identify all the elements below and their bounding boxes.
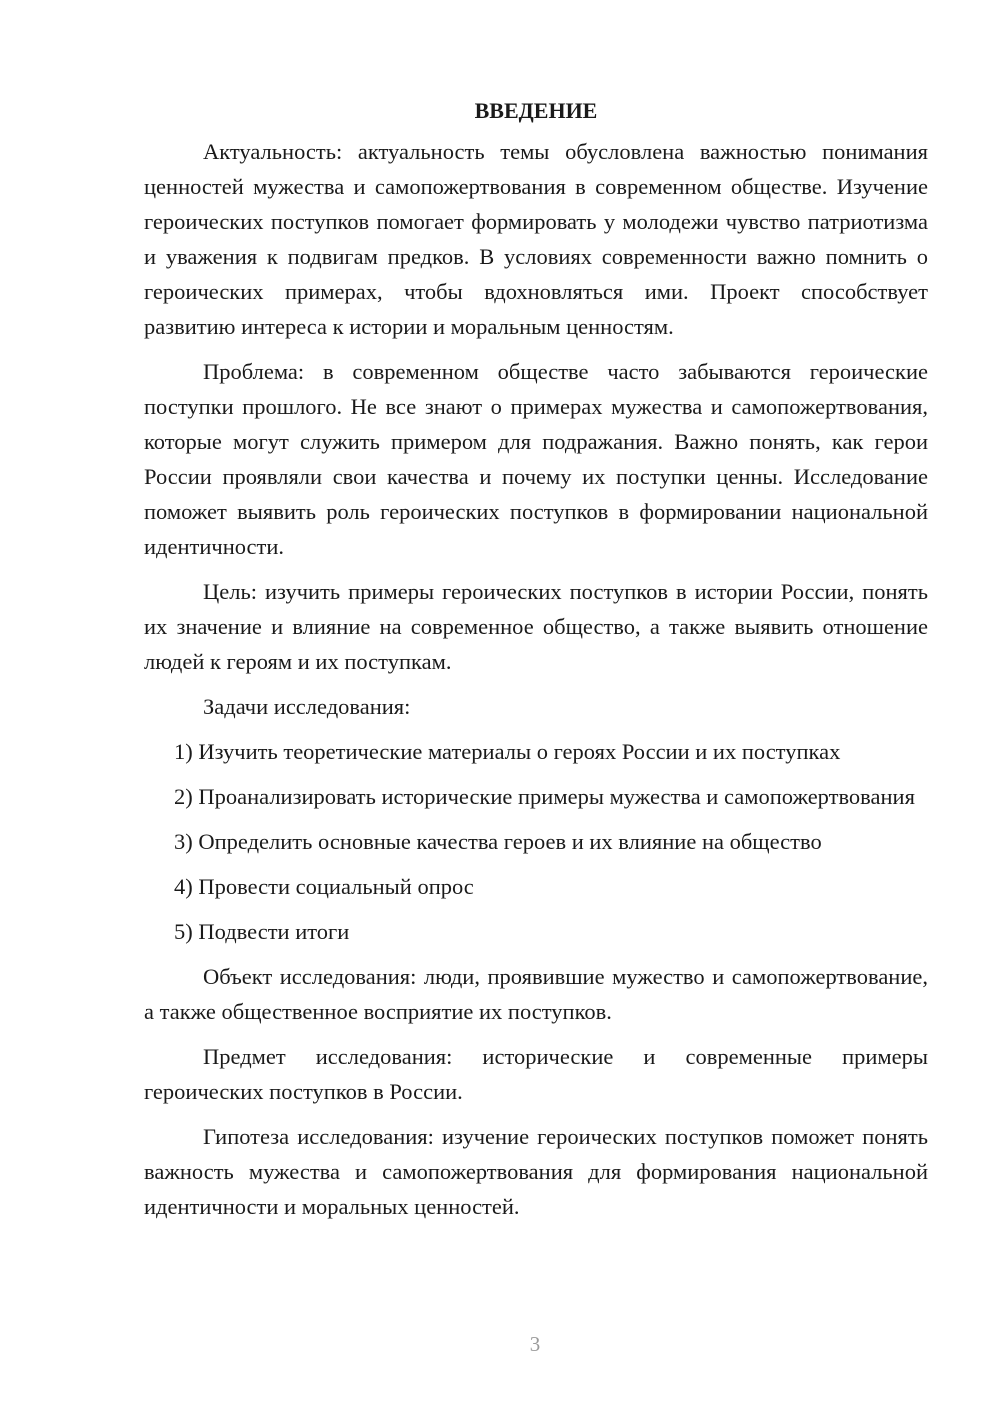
goal-paragraph: Цель: изучить примеры героических поступков в истории России, понять их значение и влияние на современное общество, а также выявить отношение людей к героям и их поступкам. xyxy=(144,579,928,674)
subject-paragraph: Предмет исследования: исторические и современные примеры героических поступков в России. xyxy=(144,1044,928,1104)
task-item-2: 2) Проанализировать исторические примеры мужества и самопожертвования xyxy=(174,784,915,809)
hypothesis-paragraph: Гипотеза исследования: изучение героических поступков поможет понять важность мужества и самопожертвования для формирования национальной идентичности и моральных ценностей. xyxy=(144,1124,928,1219)
page-number: 3 xyxy=(529,1332,541,1356)
object-paragraph: Объект исследования: люди, проявившие мужество и самопожертвование, а также общественное восприятие их поступков. xyxy=(144,964,928,1024)
relevance-paragraph: Актуальность: актуальность темы обусловлена важностью понимания ценностей мужества и самопожертвования в современном обществе. Изучение героических поступков помогает формировать у молодежи чувство патриотизма и уважения к подвигам предков. В условиях современности важно помнить о героических примерах, чтобы вдохновляться ими. Проект способствует развитию интереса к истории и моральным ценностям. xyxy=(144,139,928,339)
task-item-4: 4) Провести социальный опрос xyxy=(174,874,474,899)
task-item-5: 5) Подвести итоги xyxy=(174,919,350,944)
section-title: ВВЕДЕНИЕ xyxy=(474,98,598,123)
problem-paragraph: Проблема: в современном обществе часто забываются героические поступки прошлого. Не все знают о примерах мужества и самопожертвования, которые могут служить примером для подражания. Важно понять, как герои России проявляли свои качества и почему их поступки ценны. Исследование поможет выявить роль героических поступков в формировании национальной идентичности. xyxy=(144,359,928,559)
tasks-heading: Задачи исследования: xyxy=(203,694,411,719)
task-item-3: 3) Определить основные качества героев и их влияние на общество xyxy=(174,829,822,854)
document-page xyxy=(144,94,928,1234)
task-item-1: 1) Изучить теоретические материалы о героях России и их поступках xyxy=(174,739,841,764)
